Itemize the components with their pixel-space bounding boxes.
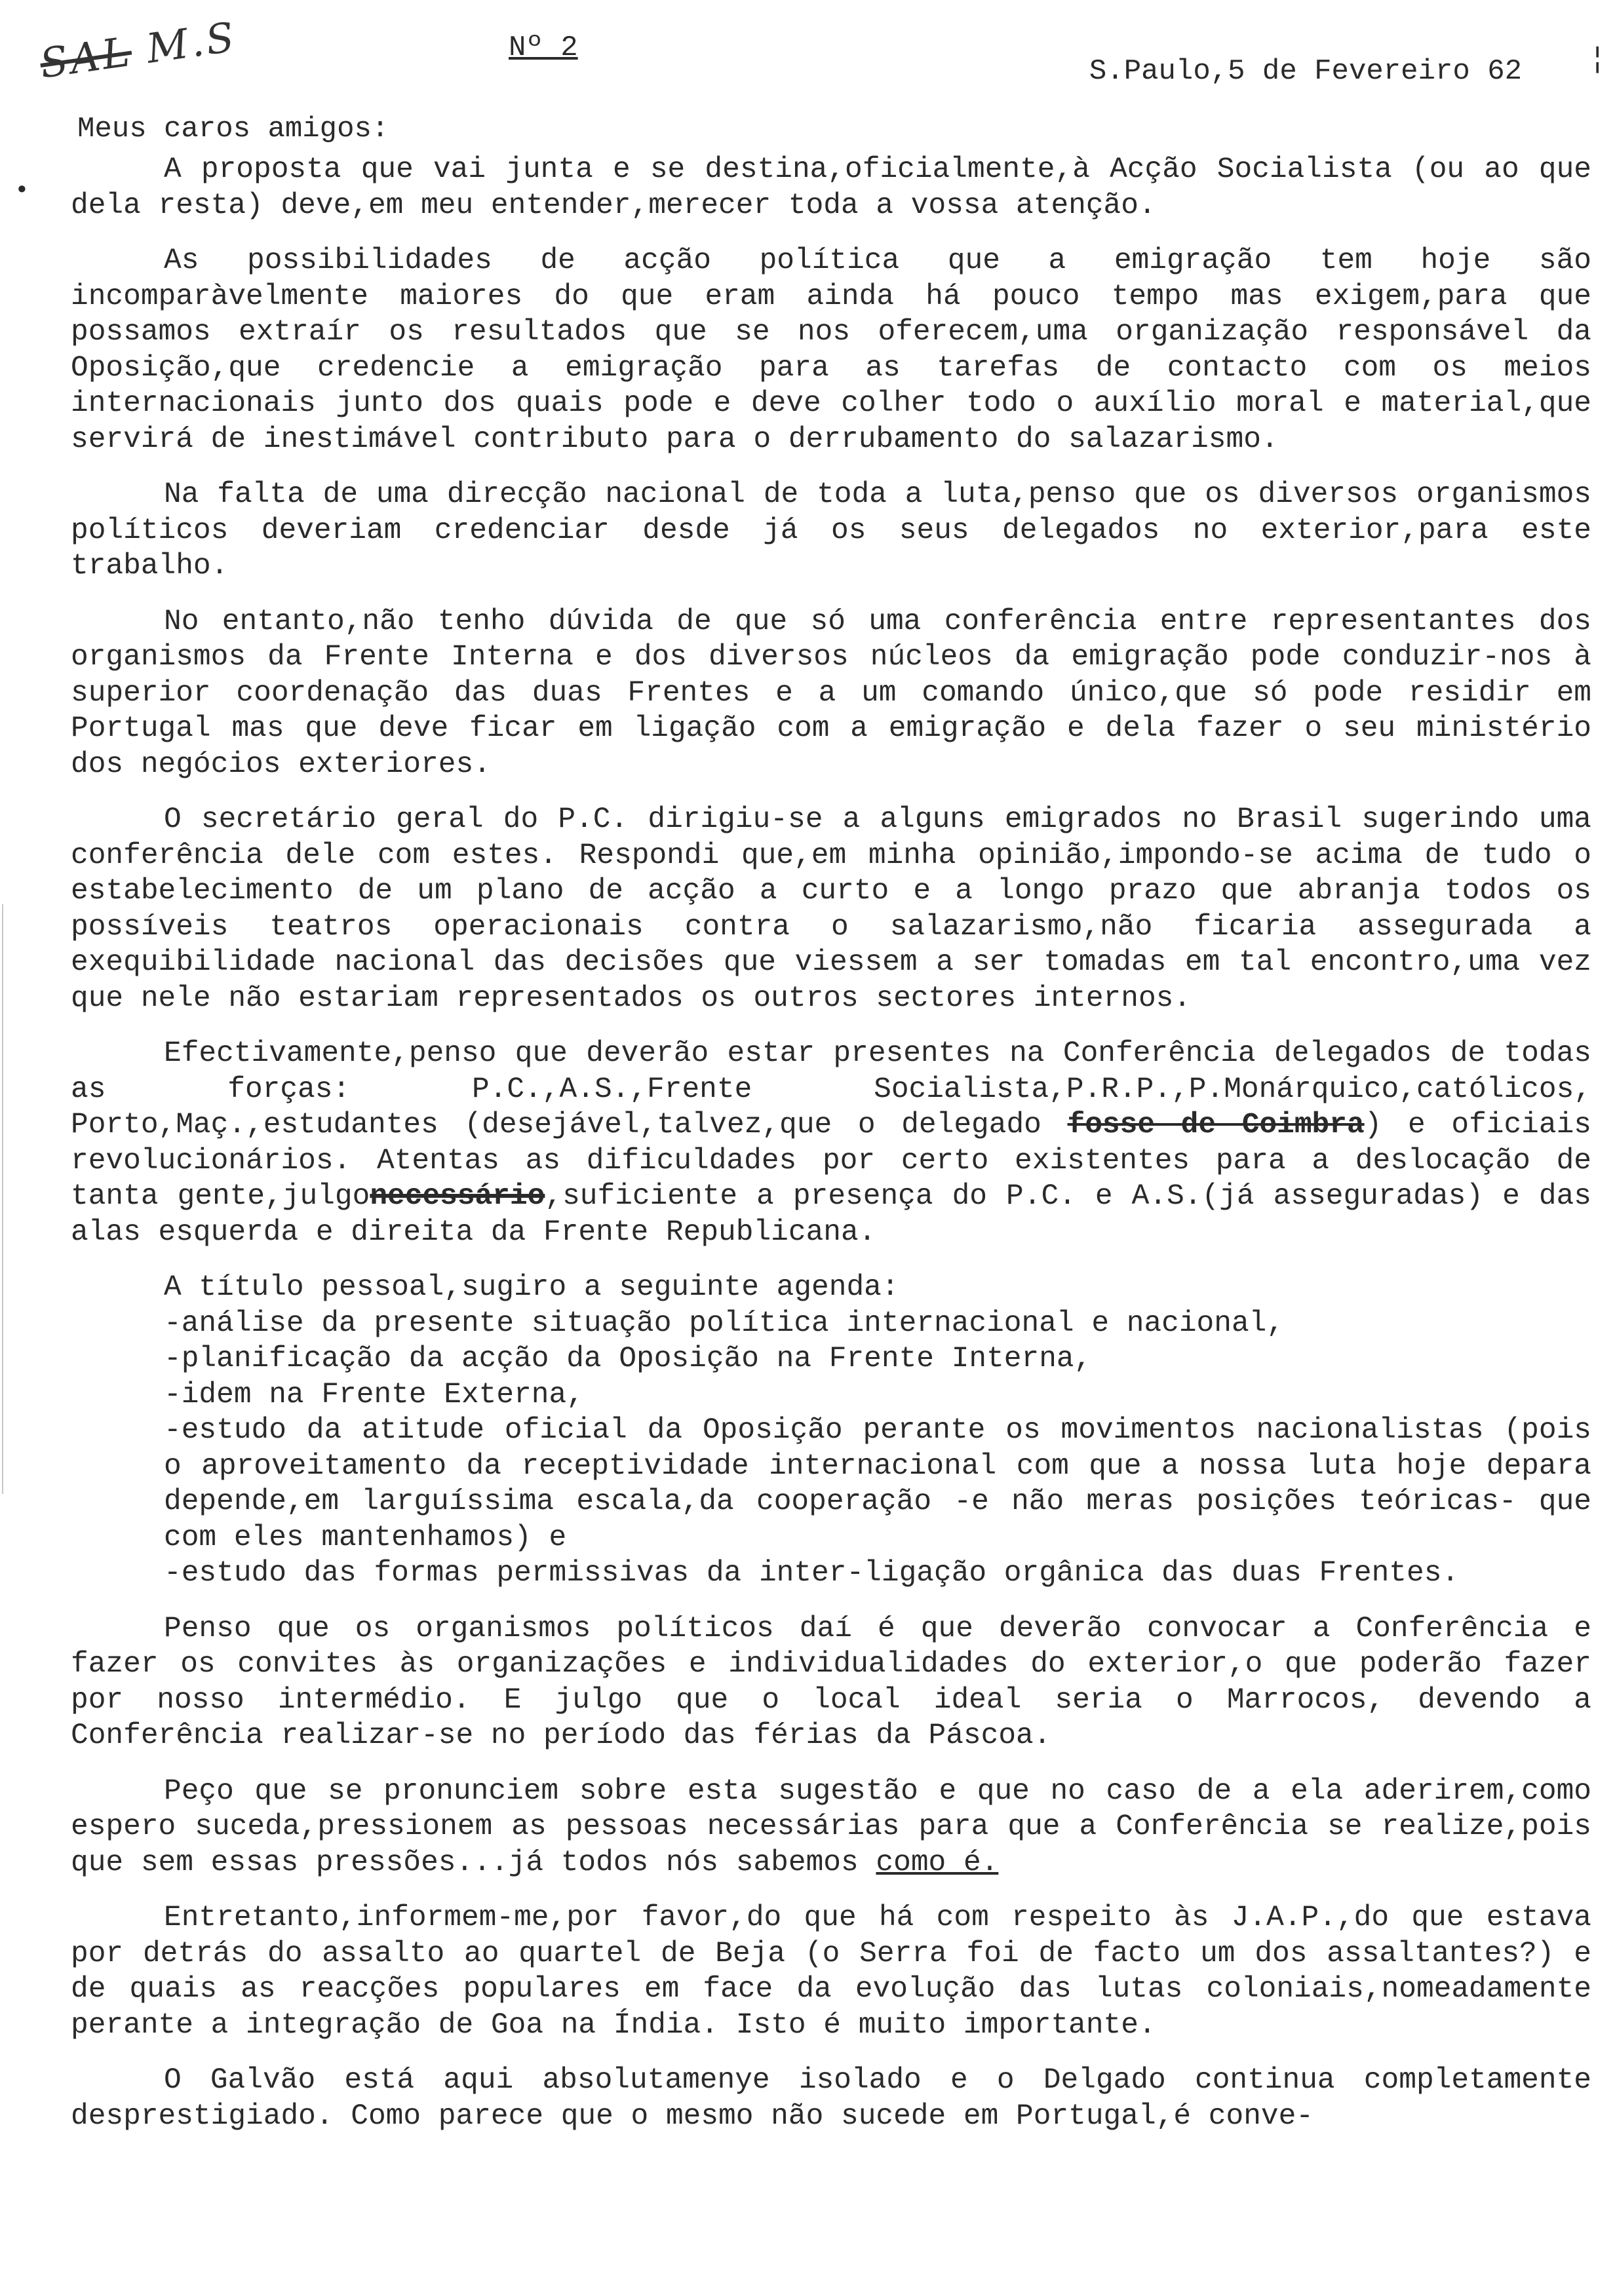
paragraph-6-text-3: ,suficiente a presença do P.C. e A.S.(já asseguradas) e das alas esquerda e direita da Frente Republicana. <box>71 1180 1591 1249</box>
paragraph-2: As possibilidades de acção política que a emigração tem hoje são incomparàvelmente maiores do que eram ainda há pouco tempo mas exigem,para que possamos extraír os resultados que se nos oferecem,uma organização responsável da Oposição,que credencie a emigração para as tarefas de contacto com os meios internacionais junto dos quais pode e deve colher todo o auxílio moral e material,que servirá de inestimável contributo para o derrubamento do salazarismo. <box>71 244 1591 456</box>
paragraph-3: Na falta de uma direcção nacional de toda a luta,penso que os diversos organismos políticos deveriam credenciar desde já os seus delegados no exterior,para este trabalho. <box>71 478 1591 583</box>
paragraph-8-text: Peço que se pronunciem sobre esta sugestão e que no caso de a ela aderirem,como espero suceda,pressionem as pessoas necessárias para que a Conferência se realize,pois que sem essas pressões...já todos nós sabemos <box>71 1774 1591 1879</box>
agenda-intro: A título pessoal,sugiro a seguinte agenda: <box>164 1271 899 1304</box>
paragraph-6-text-2: ) e oficiais revolucionários. Atentas as dificuldades por certo existentes para a deslocação de tanta gente,julgo <box>71 1109 1591 1213</box>
agenda-item: -planificação da acção da Oposição na Frente Interna, <box>164 1343 1092 1375</box>
agenda-item: -idem na Frente Externa, <box>164 1378 584 1411</box>
paragraph-1: A proposta que vai junta e se destina,oficialmente,à Acção Socialista (ou ao que dela resta) deve,em meu entender,merecer toda a vossa atenção. <box>71 153 1591 222</box>
paragraph-10: O Galvão está aqui absolutamenye isolado e o Delgado continua completamente desprestigiado. Como parece que o mesmo não sucede em Portugal,é conve- <box>71 2064 1591 2133</box>
paragraph-8 <box>71 1774 1591 1881</box>
handwritten-initials: SAL <box>37 27 135 88</box>
paragraph-5: O secretário geral do P.C. dirigiu-se a alguns emigrados no Brasil sugerindo uma conferência dele com estes. Respondi que,em minha opinião,impondo-se acima de tudo o estabelecimento de um plano de acção a curto e a longo prazo que abranja todos os possíveis teatros operacionais contra o salazarismo,não ficaria assegurada a exequibilidade nacional das decisões que viessem a ser tomadas em tal encontro,uma vez que nele não estariam representados os outros sectores internos. <box>71 803 1591 1015</box>
margin-dot: • <box>14 177 29 205</box>
paragraph-7: Penso que os organismos políticos daí é que deverão convocar a Conferência e fazer os convites às organizações e individualidades do exterior,o que poderão fazer por nosso intermédio. E julgo que o local ideal seria o Marrocos, devendo a Conferência realizar-se no período das férias da Páscoa. <box>71 1612 1591 1752</box>
paragraph-6-strikethrough-1: fosse de Coimbra <box>1067 1109 1365 1141</box>
paragraph-6-text-1: Efectivamente,penso que deverão estar presentes na Conferência delegados de todas as forças: P.C.,A.S.,Frente Socialista,P.R.P.,P.Monárquico,católicos, Porto,Maç.,estudantes (desejável,talvez,que o delegado <box>71 1037 1591 1141</box>
agenda-item: -estudo da atitude oficial da Oposição perante os movimentos nacionalistas (pois o aproveitamento da receptividade internacional com que a nossa luta hoje depara depende,em larguíssima escala,da cooperação -e não meras posições teóricas- que com eles mantenhamos) e <box>164 1414 1591 1554</box>
agenda-item: -análise da presente situação política internacional e nacional, <box>164 1307 1285 1340</box>
paragraph-6-strikethrough-2: necessário <box>370 1180 545 1213</box>
salutation: Meus caros amigos: <box>77 113 389 145</box>
letter-number: Nº 2 <box>509 31 578 64</box>
letter-body <box>71 152 1591 2154</box>
paragraph-8-underlined: como é. <box>876 1846 999 1879</box>
letter-date: S.Paulo,5 de Fevereiro 62 <box>1089 55 1522 88</box>
margin-line <box>2 904 3 1494</box>
agenda-section <box>71 1270 1591 1592</box>
paragraph-6 <box>71 1036 1591 1250</box>
agenda-list <box>71 1306 1591 1592</box>
agenda-item: -estudo das formas permissivas da inter-ligação orgânica das duas Frentes. <box>164 1557 1460 1590</box>
edge-mark: ¦ <box>1589 43 1606 76</box>
handwritten-note: M.S <box>143 12 240 73</box>
handwritten-annotation <box>37 12 239 87</box>
paragraph-4: No entanto,não tenho dúvida de que só uma conferência entre representantes dos organismos da Frente Interna e dos diversos núcleos da emigração pode conduzir-nos à superior coordenação das duas Frentes e a um comando único,que só pode residir em Portugal mas que deve ficar em ligação com a emigração e dela fazer o seu ministério dos negócios exteriores. <box>71 605 1591 781</box>
paragraph-9: Entretanto,informem-me,por favor,do que há com respeito às J.A.P.,do que estava por detrás do assalto ao quartel de Beja (o Serra foi de facto um dos assaltantes?) e de quais as reacções populares em face da evolução das lutas coloniais,nomeadamente perante a integração de Goa na Índia. Isto é muito importante. <box>71 1902 1591 2042</box>
